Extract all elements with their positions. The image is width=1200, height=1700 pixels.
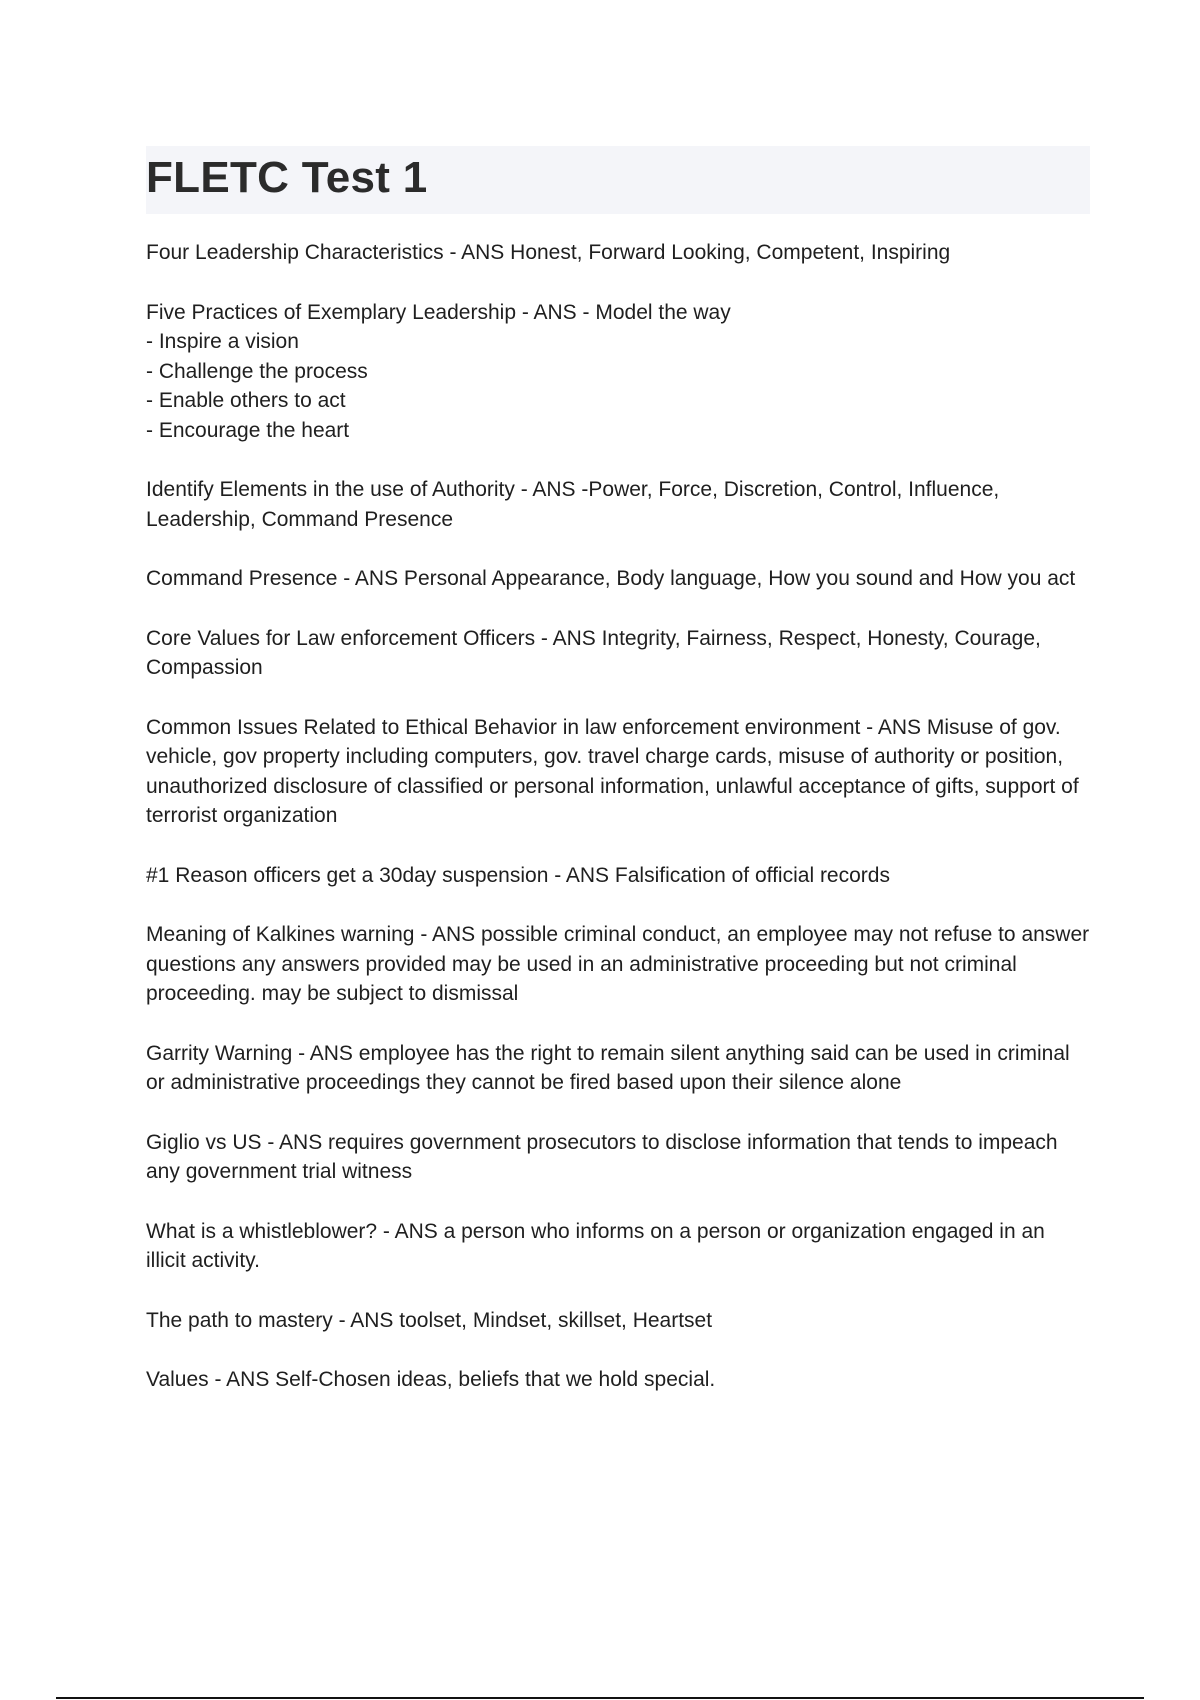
qa-entry: What is a whistleblower? - ANS a person who informs on a person or organization engaged in an illicit activity. (146, 1219, 1045, 1272)
qa-entry: Garrity Warning - ANS employee has the right to remain silent anything said can be used in criminal or administrative proceedings they cannot be fired based upon their silence alone (146, 1041, 1070, 1094)
page-title: FLETC Test 1 (146, 153, 428, 202)
title-bar (146, 146, 1090, 214)
qa-entry: Values - ANS Self-Chosen ideas, beliefs that we hold special. (146, 1368, 716, 1391)
qa-entry: Core Values for Law enforcement Officers - ANS Integrity, Fairness, Respect, Honesty, Courage, Compassion (146, 626, 1041, 679)
qa-entry: Meaning of Kalkines warning - ANS possible criminal conduct, an employee may not refuse to answer questions any answers provided may be used in an administrative proceeding but not criminal proceeding. may be subject to dismissal (146, 923, 1090, 1005)
qa-entry: The path to mastery - ANS toolset, Mindset, skillset, Heartset (146, 1308, 713, 1332)
footer-divider (56, 1697, 1144, 1699)
qa-list (146, 238, 1090, 1425)
qa-entry: Giglio vs US - ANS requires government prosecutors to disclose information that tends to impeach any government trial witness (146, 1130, 1058, 1183)
qa-entry: Command Presence - ANS Personal Appearance, Body language, How you sound and How you act (146, 567, 1076, 590)
qa-entry: Five Practices of Exemplary Leadership - ANS - Model the way - Inspire a vision - Challenge the process - Enable others to act - Encourage the heart (146, 300, 731, 442)
qa-entry: Identify Elements in the use of Authority - ANS -Power, Force, Discretion, Control, Influence, Leadership, Command Presence (146, 478, 1000, 531)
qa-entry: Four Leadership Characteristics - ANS Honest, Forward Looking, Competent, Inspiring (146, 241, 951, 264)
qa-entry: #1 Reason officers get a 30day suspension - ANS Falsification of official records (146, 863, 890, 887)
qa-entry: Common Issues Related to Ethical Behavior in law enforcement environment - ANS Misuse of gov. vehicle, gov property including computers, gov. travel charge cards, misuse of authority or position, unauthorized disclosure of classified or personal information, unlawful acceptance of gifts, support of terrorist organization (146, 715, 1079, 827)
